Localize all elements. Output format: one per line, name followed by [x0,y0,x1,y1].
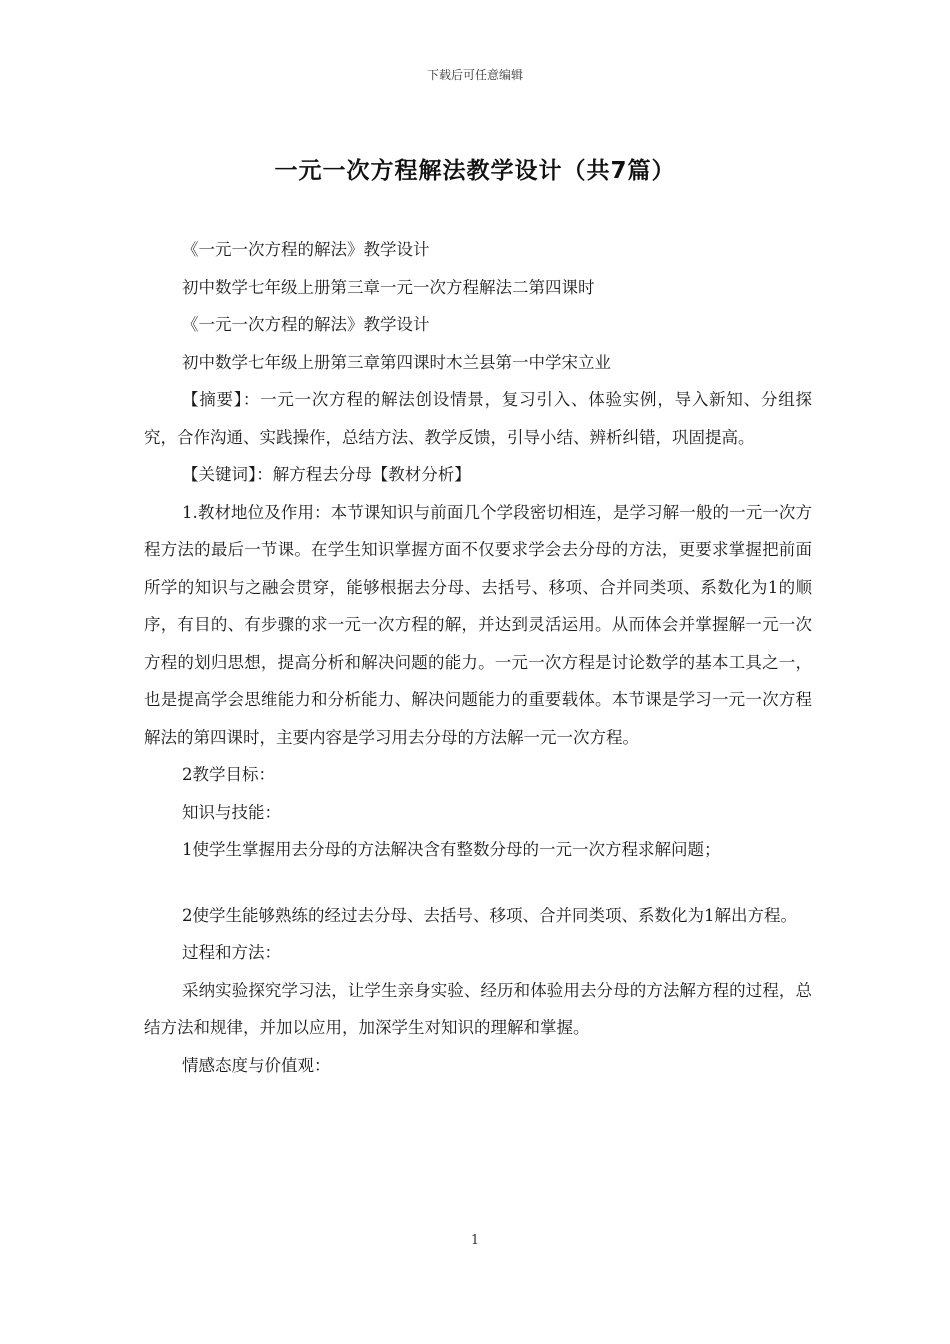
paragraph-lesson-title-repeat: 《一元一次方程的解法》教学设计 [182,315,430,334]
paragraph-goal-two: 2使学生能够熟练的经过去分母、去括号、移项、合并同类项、系数化为1解出方程。 [182,905,797,925]
paragraph-abstract: 【摘要】：一元一次方程的解法创设情景，复习引入、体验实例，导入新知、分组探究，合作沟通、实践操作，总结方法、教学反馈，引导小结、辨析纠错，巩固提高。 [144,390,812,447]
paragraph-process-method-heading: 过程和方法： [182,943,281,962]
paragraph-teaching-goals-heading: 2教学目标： [182,765,275,784]
document-title: 一元一次方程解法教学设计（共7篇） [274,158,676,184]
paragraph-author-info: 初中数学七年级上册第三章第四课时木兰县第一中学宋立业 [182,352,611,372]
paragraph-knowledge-skills-heading: 知识与技能： [182,802,281,822]
paragraph-process-method: 采纳实验探究学习法，让学生亲身实验、经历和体验用去分母的方法解方程的过程，总结方法和规律，并加以应用，加深学生对知识的理解和掌握。 [144,980,812,1037]
paragraph-lesson-info: 初中数学七年级上册第三章一元一次方程解法二第四课时 [182,277,595,297]
page-number: 1 [470,1233,480,1248]
paragraph-keywords: 【关键词】：解方程去分母【教材分析】 [182,465,471,484]
page-header-note: 下载后可任意编辑 [426,68,523,82]
paragraph-material-analysis: 1.教材地位及作用：本节课知识与前面几个学段密切相连，是学习解一般的一元一次方程方法的最后一节课。在学生知识掌握方面不仅要求学会去分母的方法，更要求掌握把前面所学的知识与之融会贯穿，能够根据去分母、去括号、移项、合并同类项、系数化为1的顺序，有目的、有步骤的求一元一次方程的解，并达到灵活运用。从而体会并掌握解一元一次方程的划归思想，提高分析和解决问题的能力。一元一次方程是讨论数学的基本工具之一，也是提高学会思维能力和分析能力、解决问题能力的重要载体。本节课是学习一元一次方程解法的第四课时，主要内容是学习用去分母的方法解一元一次方程。 [144,502,812,747]
paragraph-attitude-values-heading: 情感态度与价值观： [182,1055,331,1075]
paragraph-lesson-title: 《一元一次方程的解法》教学设计 [182,240,430,259]
document-body [144,231,812,1084]
paragraph-gap [144,869,812,897]
paragraph-goal-one: 1使学生掌握用去分母的方法解决含有整数分母的一元一次方程求解问题； [182,840,721,859]
